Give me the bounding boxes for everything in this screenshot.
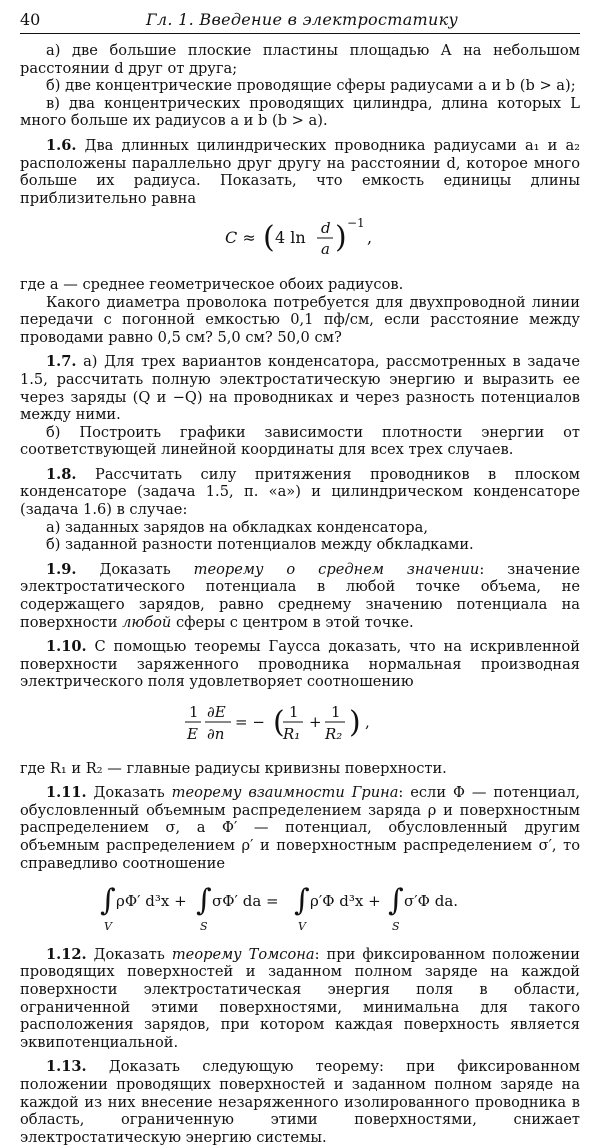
problem-1-8-b: б) заданной разности потенциалов между обкладками. (46, 536, 474, 554)
problem-number: 1.6. (46, 136, 77, 154)
integral-sign: ∫ (100, 883, 116, 919)
item-a: а) две большие плоские пластины площадью A на небольшом расстоянии d друг от друга; (20, 42, 580, 77)
problem-1-11: 1.11. Доказать теорему взаимности Грина: если Φ — потенциал, обусловленный объемным распределением заряда ρ и поверхностным распределением σ, а Φ′ — потенциал, обусловленный другим объемным распределением ρ′ и поверхностным распределением σ′, то справедливо соотношение (20, 784, 581, 872)
f2-plus: + (309, 713, 322, 731)
problem-number: 1.9. (46, 560, 77, 578)
integral-sign: ∫ (388, 883, 404, 919)
problem-number: 1.11. (46, 784, 87, 802)
problem-1-9: 1.9. Доказать теорему о среднем значении: значение электростатического потенциала в любой точке объема, не содержащего зарядов, равно среднему значению потенциала на поверхности любой сферы с центром в этой точке. (20, 560, 580, 631)
f3-s-2: S (392, 920, 400, 934)
problem-1-12: 1.12. Доказать теорему Томсона: при фиксированном положении проводящих поверхностей и заданном полном заряде на каждой поверхности электростатическая энергия поля в области, ограниченной этими поверхностями, минимальна для такого расположения зарядов, при котором каждая поверхность является эквипотенциальной. (20, 945, 580, 1051)
f1-rparen: ) (335, 220, 347, 256)
f2-lhs-num: 1 (189, 703, 199, 721)
running-header (20, 0, 580, 34)
f2-comma: , (365, 713, 370, 731)
chapter-title: Гл. 1. Введение в электростатику (146, 10, 459, 29)
f2-r2-den: R₂ (325, 725, 343, 743)
problem-number: 1.7. (46, 353, 77, 371)
problem-1-6: 1.6. Два длинных цилиндрических проводника радиусами a₁ и a₂ расположены параллельно друг другу на расстоянии d, которое много больше их радиуса. Показать, что емкость единицы длины приблизительно равна (20, 136, 580, 207)
formula-capacitance-svg (225, 213, 375, 265)
f1-num: d (321, 219, 331, 238)
integral-sign: ∫ (196, 883, 212, 919)
f3-t3: ρ′Φ d³x + (310, 892, 381, 911)
problem-1-6-after: где a — среднее геометрическое обоих радиусов. (20, 275, 404, 293)
f1-exp: −1 (347, 216, 365, 231)
f1-lhs: C ≈ (225, 228, 256, 248)
problem-1-7-b: б) Построить графики зависимости плотности энергии от соответствующей линейной координаты для всех трех случаев. (20, 423, 580, 459)
formula-green-reciprocity-svg (100, 878, 500, 934)
f2-d-num: ∂E (207, 703, 226, 721)
problem-1-10: 1.10. С помощью теоремы Гаусса доказать, что на искривленной поверхности заряженного проводника нормальная производная электрического поля удовлетворяет соотношению (20, 638, 580, 691)
f3-v-1: V (104, 920, 112, 934)
f2-r1-den: R₁ (283, 725, 301, 743)
problem-1-6-question: Какого диаметра проволока потребуется для двухпроводной линии передачи с погонной емкостью 0,1 пф/см, если расстояние между проводами равно 0,5 см? 5,0 см? 50,0 см? (20, 293, 580, 346)
problem-1-8: 1.8. Рассчитать силу притяжения проводников в плоском конденсаторе (задача 1.5, п. «а») и цилиндрическом конденсаторе (задача 1.6) в случае: (20, 465, 580, 519)
f1-lparen: ( (263, 220, 275, 256)
f2-lparen: ( (273, 705, 285, 740)
f2-rparen: ) (349, 705, 361, 740)
formula-capacitance (20, 213, 580, 270)
problem-number: 1.10. (46, 638, 87, 656)
f2-lhs-den: E (187, 725, 198, 743)
problem-number: 1.13. (46, 1058, 87, 1076)
page-number: 40 (20, 10, 41, 29)
f2-d-den: ∂n (207, 725, 225, 743)
f2-r2-num: 1 (331, 703, 341, 721)
f1-four-ln: 4 ln (275, 228, 306, 248)
formula-normal-derivative (20, 697, 580, 754)
page-body (20, 34, 580, 1146)
problem-1-13: 1.13. Доказать следующую теорему: при фиксированном положении проводящих поверхностей и заданном полном заряде на каждой из них внесение незаряженного изолированного проводника в область, ограниченную этими поверхностями, снижает электростатическую энергию системы. (20, 1058, 581, 1146)
f1-den: a (321, 240, 330, 259)
problem-1-8-a: а) заданных зарядов на обкладках конденсатора, (46, 518, 428, 536)
f3-t4: σ′Φ da. (404, 892, 459, 911)
f3-t2: σΦ′ da = (212, 892, 279, 911)
problem-1-10-after: где R₁ и R₂ — главные радиусы кривизны поверхности. (20, 759, 447, 777)
f1-comma: , (367, 228, 373, 248)
problem-1-7: 1.7. а) Для трех вариантов конденсатора, рассмотренных в задаче 1.5, рассчитать полную электростатическую энергию и выразить ее через заряды (Q и −Q) на проводниках и через разность потенциалов между ними. (20, 353, 581, 424)
f3-s-1: S (200, 920, 208, 934)
f3-v-2: V (298, 920, 306, 934)
f2-r1-num: 1 (289, 703, 299, 721)
formula-green-reciprocity (20, 878, 580, 939)
integral-sign: ∫ (294, 883, 310, 919)
header-rule (20, 33, 580, 34)
f3-t1: ρΦ′ d³x + (116, 892, 187, 911)
item-b: б) две концентрические проводящие сферы радиусами a и b (b > a); (46, 77, 576, 95)
formula-normal-derivative-svg (185, 697, 415, 749)
item-c: в) два концентрических проводящих цилиндра, длина которых L много больше их радиусов a и b (b > a). (20, 94, 580, 130)
problem-number: 1.12. (46, 945, 87, 963)
problem-number: 1.8. (46, 465, 77, 483)
f2-eq: = − (235, 713, 265, 731)
